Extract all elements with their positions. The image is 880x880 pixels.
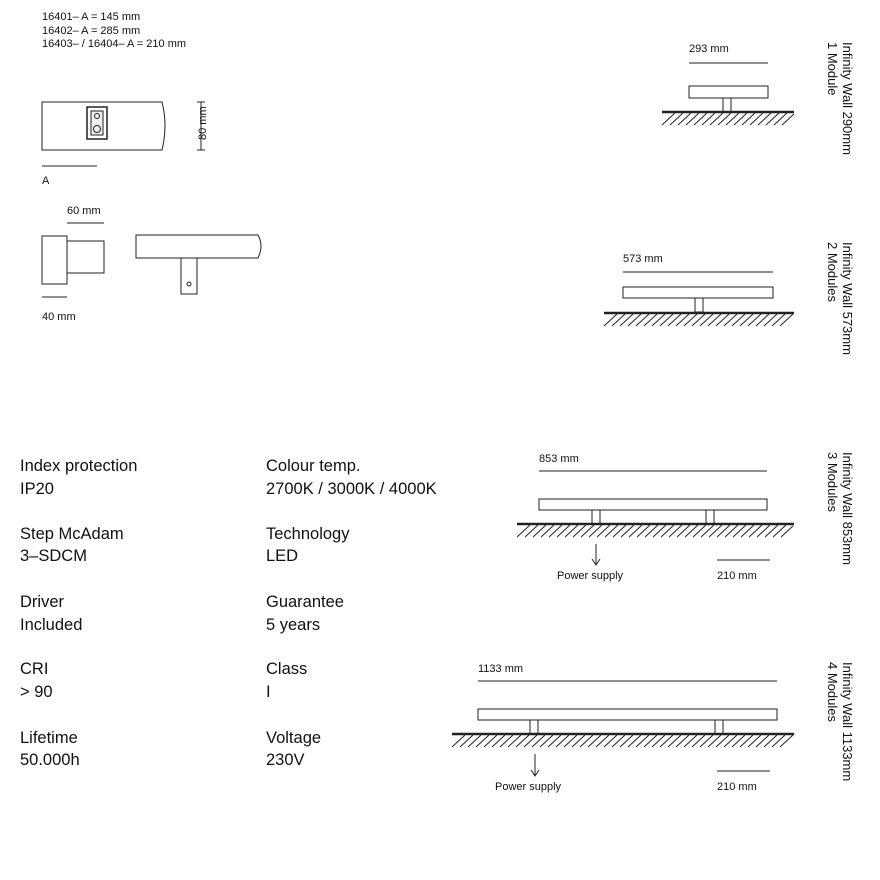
variant-3-length: 853 mm xyxy=(539,453,579,465)
front-height-label: 80 mm xyxy=(197,106,209,140)
variant-1-length: 293 mm xyxy=(689,43,729,55)
variant-2-title xyxy=(825,242,855,355)
variant-4-title xyxy=(825,662,855,781)
side-depth-label: 60 mm xyxy=(67,205,101,217)
variant-4-drawing xyxy=(452,681,794,776)
spec-value-step-mcadam: 3–SDCM xyxy=(20,547,87,565)
variant-3-drawing xyxy=(517,471,794,565)
variant-2-length: 573 mm xyxy=(623,253,663,265)
spec-value-cri: > 90 xyxy=(20,683,53,701)
spec-value-voltage: 230V xyxy=(266,751,305,769)
variant-4-length: 1133 mm xyxy=(478,663,524,675)
spec-label-lifetime: Lifetime xyxy=(20,729,78,747)
variant-1-drawing xyxy=(662,63,794,125)
front-width-label: A xyxy=(42,175,50,187)
variant-3-name: Infinity Wall 853mm xyxy=(840,452,855,565)
spec-value-lifetime: 50.000h xyxy=(20,751,80,769)
spec-label-driver: Driver xyxy=(20,593,64,611)
variant-1-modules: 1 Module xyxy=(825,42,840,96)
side-view-drawing xyxy=(42,223,261,297)
spec-label-index-protection: Index protection xyxy=(20,457,138,475)
spec-label-technology: Technology xyxy=(266,525,350,543)
model-code-2: 16402– A = 285 mm xyxy=(42,24,141,37)
variant-4-name: Infinity Wall 1133mm xyxy=(840,662,855,782)
variant-2-drawing xyxy=(604,272,794,326)
variant-4-modules: 4 Modules xyxy=(825,662,840,722)
variant-3-spacing: 210 mm xyxy=(717,570,757,582)
spec-label-guarantee: Guarantee xyxy=(266,593,344,611)
variant-4-spacing: 210 mm xyxy=(717,781,757,793)
model-code-1: 16401– A = 145 mm xyxy=(42,11,141,23)
spec-value-colour-temp: 2700K / 3000K / 4000K xyxy=(266,480,437,498)
spec-value-driver: Included xyxy=(20,616,83,634)
variant-1-title xyxy=(825,42,855,155)
variant-4-power-supply: Power supply xyxy=(495,781,562,793)
variant-2-modules: 2 Modules xyxy=(825,242,840,302)
model-code-3: 16403– / 16404– A = 210 mm xyxy=(42,38,187,50)
variant-2-name: Infinity Wall 573mm xyxy=(840,242,855,355)
variant-3-modules: 3 Modules xyxy=(825,452,840,512)
spec-label-colour-temp: Colour temp. xyxy=(266,457,361,475)
spec-value-index-protection: IP20 xyxy=(20,480,54,498)
spec-value-technology: LED xyxy=(266,547,299,565)
spec-value-guarantee: 5 years xyxy=(266,616,321,634)
variant-3-power-supply: Power supply xyxy=(557,570,624,582)
spec-label-class: Class xyxy=(266,660,308,678)
side-width-label: 40 mm xyxy=(42,311,76,323)
variant-3-title xyxy=(825,452,855,565)
front-view-drawing xyxy=(42,102,205,166)
spec-label-step-mcadam: Step McAdam xyxy=(20,525,124,543)
spec-label-cri: CRI xyxy=(20,660,49,678)
variant-1-name: Infinity Wall 290mm xyxy=(840,42,855,155)
spec-label-voltage: Voltage xyxy=(266,729,322,747)
spec-value-class: I xyxy=(266,683,271,701)
